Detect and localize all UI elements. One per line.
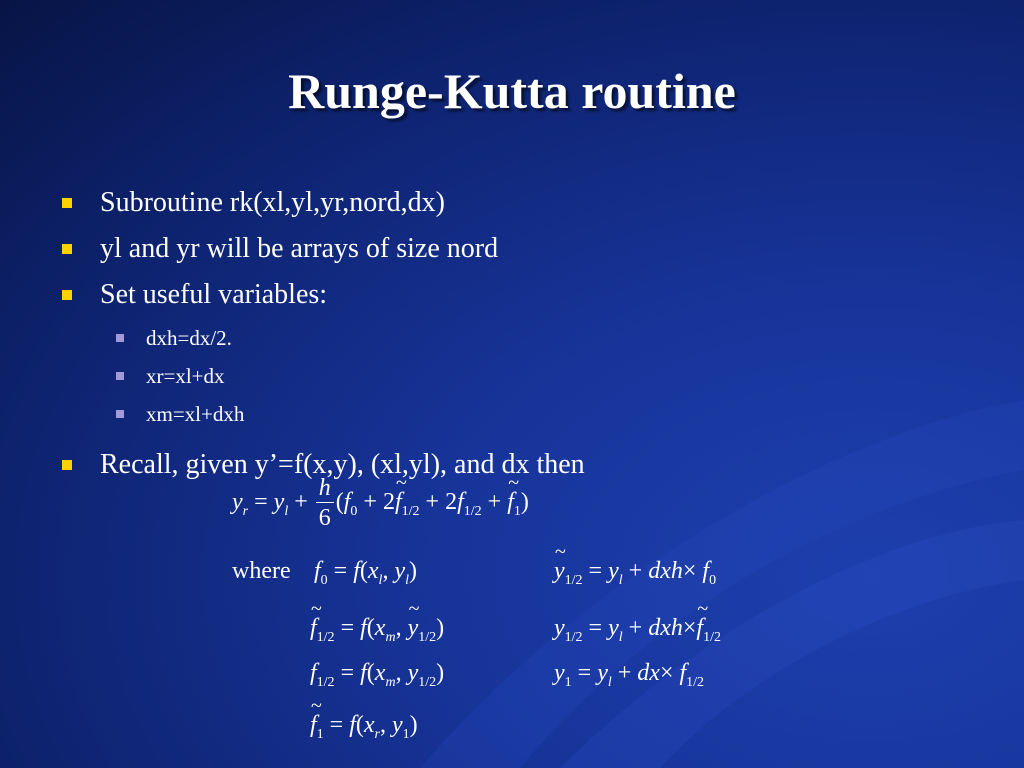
bullet-item (62, 232, 1002, 278)
sub-bullet-text: xr=xl+dx (146, 364, 225, 388)
bullet-text: yl and yr will be arrays of size nord (100, 233, 499, 264)
bullet-list (62, 186, 1002, 494)
rk-update-formula: $y_r = y_l$ + $\frac{h}{6}$ ($f_0$ + 2~ $f_{1/2} + 2f_{1/2}$ +~ $f_1$) (232, 474, 529, 533)
y-one-definition: $y_1 = y_l + dx\times f_{1/2}$ (554, 660, 705, 690)
sub-bullet-item (62, 362, 1002, 400)
square-subbullet-icon (116, 372, 124, 380)
slide-title: Runge-Kutta routine (288, 63, 736, 119)
where-label: where (232, 558, 291, 584)
f0-definition: $f_0 = f(x_l$, $y_l$) (314, 558, 417, 588)
square-subbullet-icon (116, 334, 124, 342)
bullet-text: Set useful variables: (100, 279, 328, 310)
square-bullet-icon (62, 460, 72, 470)
square-bullet-icon (62, 198, 72, 208)
f-tilde-half-definition: ~ $f_{1/2} = f(x_m$, ~ $y_{1/2}$) (310, 615, 444, 646)
sub-bullet-item (62, 324, 1002, 362)
y-tilde-half-definition: ~ $y_{1/2} = y_l + dxh\times f_0$ (554, 558, 716, 589)
f-tilde-one-definition: ~ $f_1 = f(x_r$, $y_1$) (310, 712, 418, 743)
y-half-definition: $y_{1/2} = y_l$ + dxh×~ $f_{1/2}$ (554, 615, 721, 646)
bullet-item (62, 186, 1002, 232)
sub-bullet-text: xm=xl+dxh (146, 402, 245, 426)
bullet-item (62, 448, 1002, 494)
bullet-item (62, 278, 1002, 324)
square-bullet-icon (62, 244, 72, 254)
sub-bullet-item (62, 400, 1002, 438)
bullet-text: Recall, given y’=f(x,y), (xl,yl), and dx then (100, 449, 585, 480)
square-subbullet-icon (116, 410, 124, 418)
sub-bullet-text: dxh=dx/2. (146, 326, 232, 350)
square-bullet-icon (62, 290, 72, 300)
bullet-text: Subroutine rk(xl,yl,yr,nord,dx) (100, 187, 445, 218)
f-half-definition: $f_{1/2} = f(x_m$, $y_{1/2}$) (310, 660, 445, 690)
